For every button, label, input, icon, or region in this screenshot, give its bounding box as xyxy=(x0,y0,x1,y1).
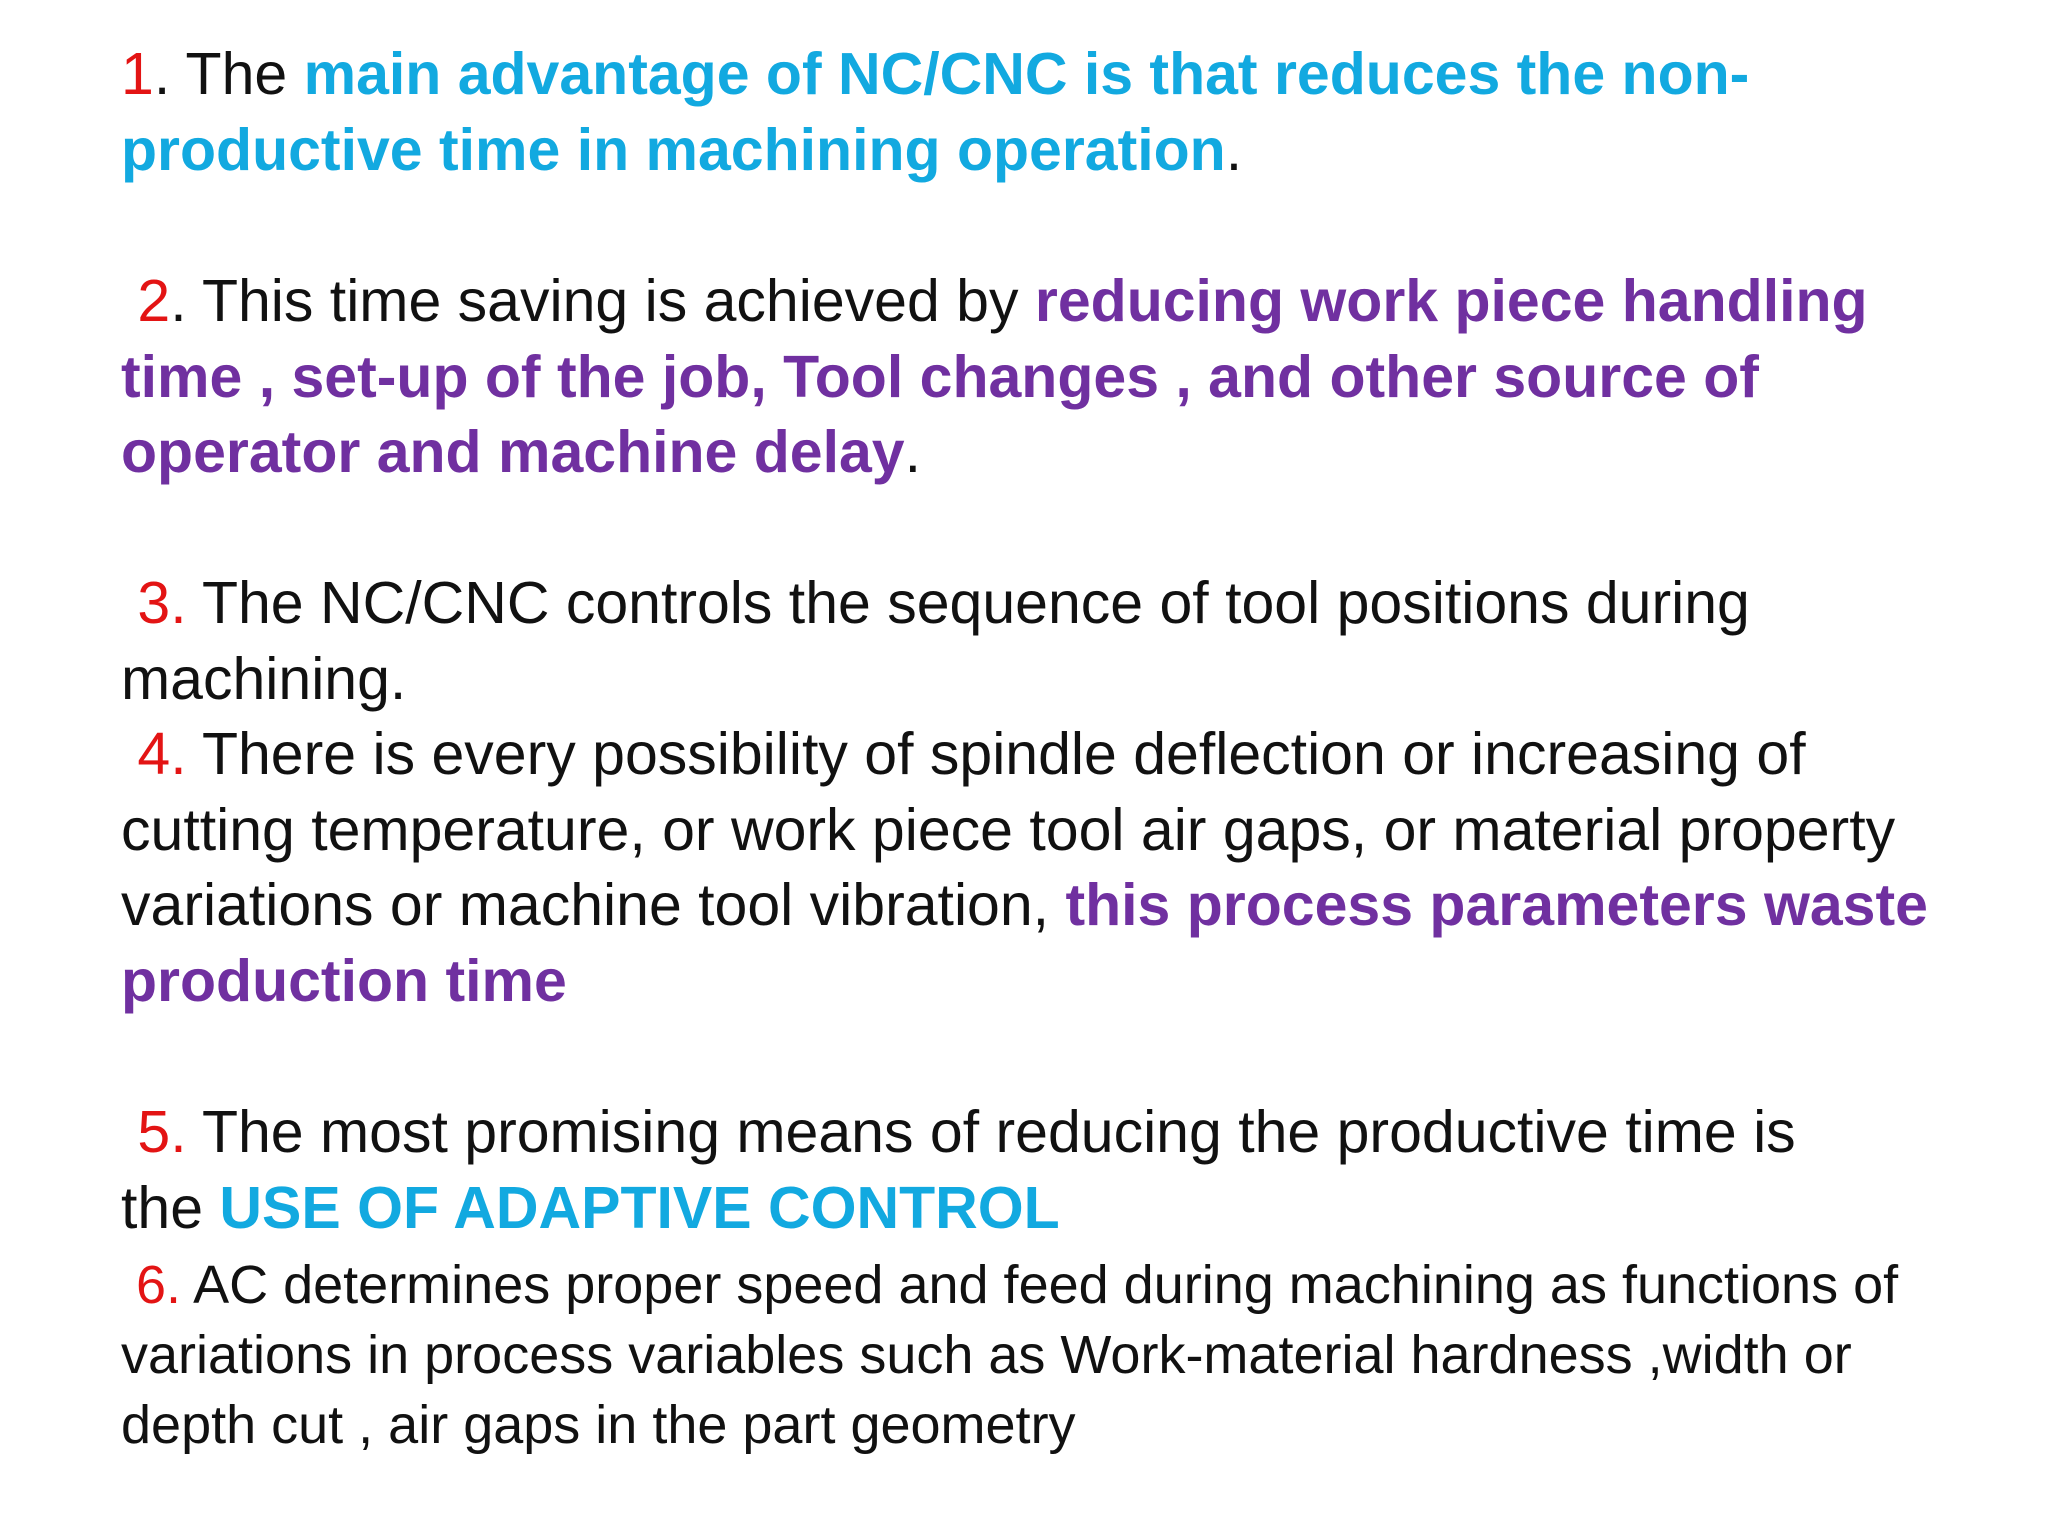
item-5-line-2 xyxy=(121,1171,1796,1247)
item-2-line-3 xyxy=(121,415,1868,491)
item-2-highlight-continued: time , set-up of the job, Tool changes , and other source of xyxy=(121,343,1759,410)
item-4-text-2: cutting temperature, or work piece tool air gaps, or material property xyxy=(121,796,1896,863)
item-3-text: The NC/CNC controls the sequence of tool positions during xyxy=(186,570,1750,636)
item-1-text: . The xyxy=(153,41,304,107)
item-4-text-3: variations or machine tool vibration, xyxy=(121,872,1066,938)
item-3-line-1 xyxy=(121,566,1750,642)
item-3-line-2 xyxy=(121,642,1750,718)
item-6-text: AC determines proper speed and feed during machining as functions of xyxy=(181,1255,1899,1315)
item-3-text-continued: machining. xyxy=(121,645,407,712)
item-1-line-2 xyxy=(121,113,1749,189)
item-6-number: 6. xyxy=(136,1255,182,1315)
item-1-number: 1 xyxy=(121,41,154,107)
item-2-number: 2 xyxy=(137,268,171,334)
item-5-line-1 xyxy=(121,1095,1796,1171)
item-2-highlight: reducing work piece handling xyxy=(1034,268,1868,334)
item-2-line-1 xyxy=(121,264,1868,340)
item-2-period: . xyxy=(904,419,922,485)
item-4-line-1 xyxy=(121,717,1928,793)
item-4-line-3 xyxy=(121,868,1928,944)
item-1-period: . xyxy=(1225,116,1243,183)
item-6-line-2 xyxy=(121,1320,1898,1390)
item-6-line-3 xyxy=(121,1390,1898,1460)
item-6-text-2: variations in process variables such as Work-material hardness ,width or xyxy=(121,1325,1852,1385)
list-item-3 xyxy=(121,566,1750,717)
item-1-highlight: main advantage of NC/CNC is that reduces the non- xyxy=(303,41,1750,107)
list-item-6 xyxy=(121,1250,1898,1460)
item-5-highlight: USE OF ADAPTIVE CONTROL xyxy=(219,1174,1060,1241)
item-6-line-1 xyxy=(121,1250,1898,1320)
list-item-2 xyxy=(121,264,1868,491)
item-4-text: There is every possibility of spindle deflection or increasing of xyxy=(186,721,1806,787)
list-item-4 xyxy=(121,717,1928,1019)
item-4-highlight: this process parameters waste xyxy=(1065,872,1928,938)
item-2-text: . This time saving is achieved by xyxy=(170,268,1035,334)
item-5-number: 5. xyxy=(137,1099,187,1165)
item-4-number: 4. xyxy=(137,721,187,787)
item-1-highlight-continued: productive time in machining operation xyxy=(121,116,1226,183)
list-item-1 xyxy=(121,37,1749,188)
item-4-highlight-continued: production time xyxy=(121,947,567,1014)
item-4-line-2 xyxy=(121,793,1928,869)
item-1-line-1 xyxy=(121,37,1749,113)
list-item-5 xyxy=(121,1095,1796,1246)
item-5-text-2: the xyxy=(121,1174,220,1241)
item-3-number: 3. xyxy=(137,570,187,636)
item-2-highlight-end: operator and machine delay xyxy=(121,419,905,485)
item-6-text-3: depth cut , air gaps in the part geometry xyxy=(121,1395,1076,1455)
item-2-line-2 xyxy=(121,340,1868,416)
item-5-text: The most promising means of reducing the productive time is xyxy=(186,1099,1796,1165)
item-4-line-4 xyxy=(121,944,1928,1020)
